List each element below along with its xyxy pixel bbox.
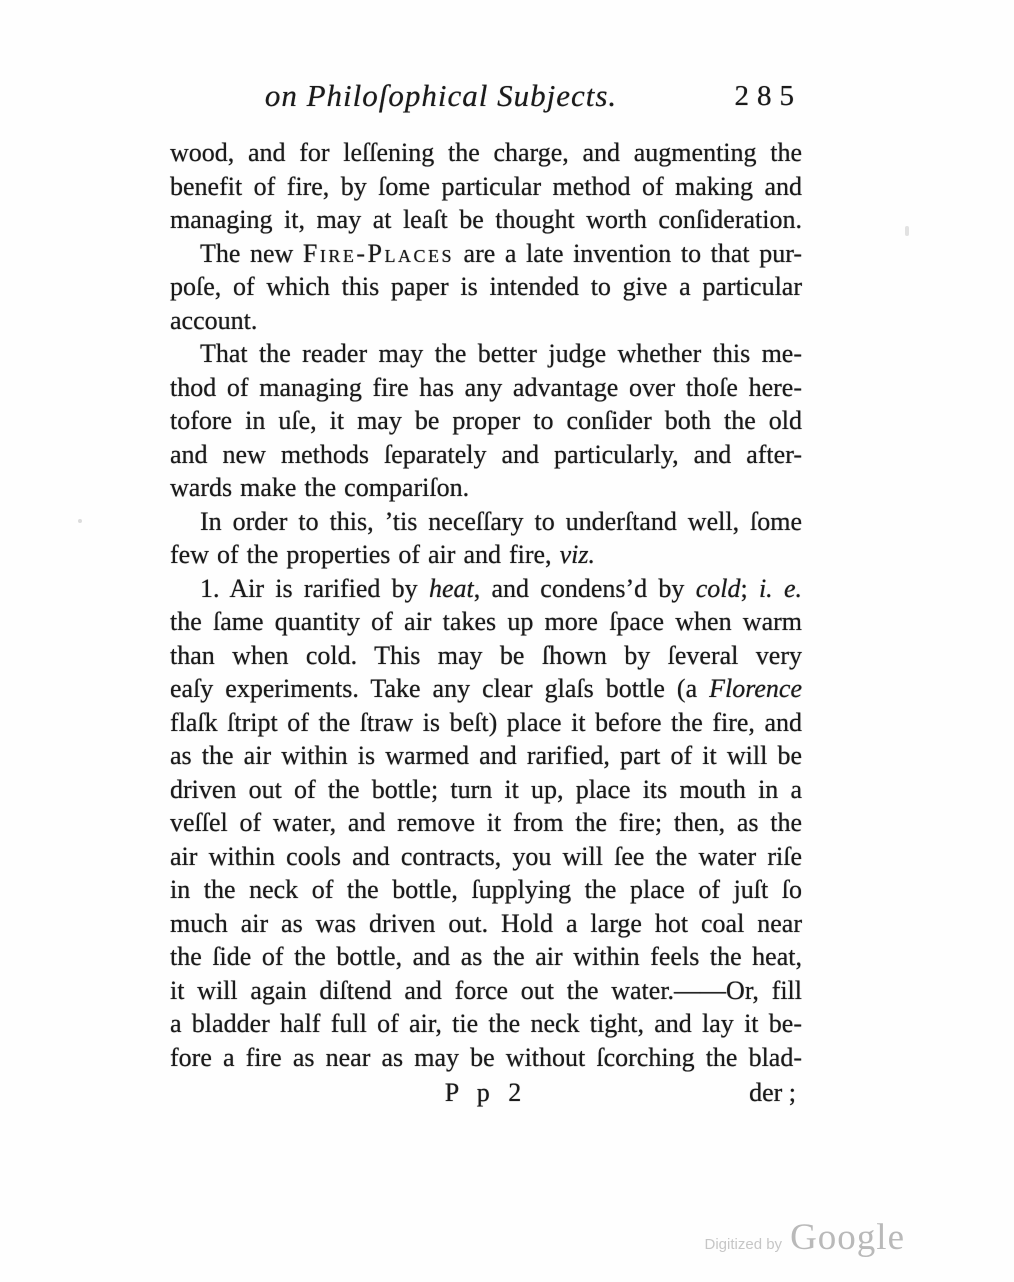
text-segment: Florence: [709, 674, 802, 703]
text-segment: it will again diſtend and force out the water.——Or, fill: [170, 975, 802, 1005]
text-line: [170, 605, 802, 639]
text-line: [170, 438, 802, 472]
text-segment: much air as was driven out. Hold a large hot coal near: [170, 908, 802, 938]
text-segment: a bladder half full of air, tie the neck tight, and lay it be-: [170, 1009, 802, 1038]
text-line: [170, 739, 802, 773]
text-segment: cold: [695, 573, 741, 603]
text-line: [170, 136, 802, 170]
text-segment: benefit of fire, by ſome particular method of making and: [170, 171, 802, 201]
text-segment: 1. Air is rarified by: [200, 573, 429, 603]
text-segment: account.: [170, 305, 258, 335]
text-segment: Fire-Places: [302, 238, 454, 268]
text-segment: wood, and for leſſening the charge, and augmenting the: [170, 138, 802, 167]
text-segment: as the air within is warmed and rarified, part of it will be: [170, 741, 802, 770]
text-line: [170, 672, 802, 706]
digitized-by-label: Digitized by: [704, 1236, 783, 1253]
text-line: [170, 237, 802, 271]
text-block: [170, 136, 802, 1074]
text-line: [170, 639, 802, 673]
text-segment: few of the properties of air and fire,: [170, 540, 560, 569]
text-line: [170, 538, 802, 572]
digitization-watermark: [705, 1216, 905, 1259]
text-segment: tofore in uſe, it may be proper to conſider both the old: [170, 406, 802, 435]
text-segment: In order to this, ’tis neceſſary to underſtand well, ſome: [200, 506, 802, 536]
text-line: [170, 974, 802, 1008]
text-segment: That the reader may the better judge whether this me-: [200, 339, 802, 368]
scan-speck: [905, 226, 909, 236]
text-segment: The new: [200, 238, 303, 268]
text-segment: wards make the compariſon.: [170, 473, 470, 502]
text-segment: in the neck of the bottle, ſupplying the place of juſt ſo: [170, 875, 802, 904]
text-line: [170, 203, 802, 237]
text-segment: thod of managing fire has any advantage over thoſe here-: [170, 372, 802, 402]
text-segment: , and condens’d by: [473, 573, 696, 603]
google-logo: Google: [790, 1217, 905, 1258]
text-line: [170, 873, 802, 907]
page-number: 285: [734, 80, 802, 112]
text-segment: flaſk ſtript of the ſtraw is beſt) place it before the fire, and: [170, 707, 802, 737]
text-segment: driven out of the bottle; turn it up, place its mouth in a: [170, 774, 802, 804]
text-segment: viz.: [559, 540, 595, 569]
text-segment: are a late invention to that pur-: [453, 238, 802, 268]
text-segment: the ſame quantity of air takes up more ſpace when warm: [170, 607, 802, 636]
text-segment: heat: [428, 573, 474, 603]
text-segment: ;: [740, 573, 759, 603]
text-segment: veſſel of water, and remove it from the fire; then, as the: [170, 808, 802, 837]
text-segment: and new methods ſeparately and particularly, and after-: [170, 439, 802, 469]
text-line: [170, 304, 802, 338]
page-footer: [170, 1078, 802, 1112]
text-line: [170, 773, 802, 807]
text-line: [170, 371, 802, 405]
scan-speck: [78, 519, 82, 523]
text-segment: than when cold. This may be ſhown by ſeveral very: [170, 640, 802, 670]
text-line: [170, 806, 802, 840]
text-line: [170, 1007, 802, 1041]
text-segment: eaſy experiments. Take any clear glaſs bottle (a: [170, 674, 710, 703]
text-segment: i. e.: [758, 573, 802, 603]
text-line: [170, 572, 802, 606]
text-line: [170, 270, 802, 304]
text-segment: fore a fire as near as may be without ſcorching the blad-: [170, 1042, 802, 1072]
text-segment: air within cools and contracts, you will ſee the water riſe: [170, 841, 802, 871]
text-segment: managing it, may at leaſt be thought worth conſideration.: [170, 205, 802, 234]
text-segment: the ſide of the bottle, and as the air within feels the heat,: [170, 942, 802, 971]
text-line: [170, 404, 802, 438]
text-line: [170, 505, 802, 539]
text-line: [170, 840, 802, 874]
text-line: [170, 471, 802, 505]
catchword: der ;: [749, 1078, 796, 1107]
text-segment: poſe, of which this paper is intended to give a particular: [170, 272, 802, 301]
text-line: [170, 940, 802, 974]
page-header: [170, 78, 802, 122]
text-line: [170, 337, 802, 371]
running-head: on Philoſophical Subjects.: [264, 78, 618, 113]
text-line: [170, 706, 802, 740]
text-line: [170, 907, 802, 941]
text-line: [170, 170, 802, 204]
signature-mark: P p 2: [444, 1078, 528, 1107]
text-line: [170, 1041, 802, 1075]
